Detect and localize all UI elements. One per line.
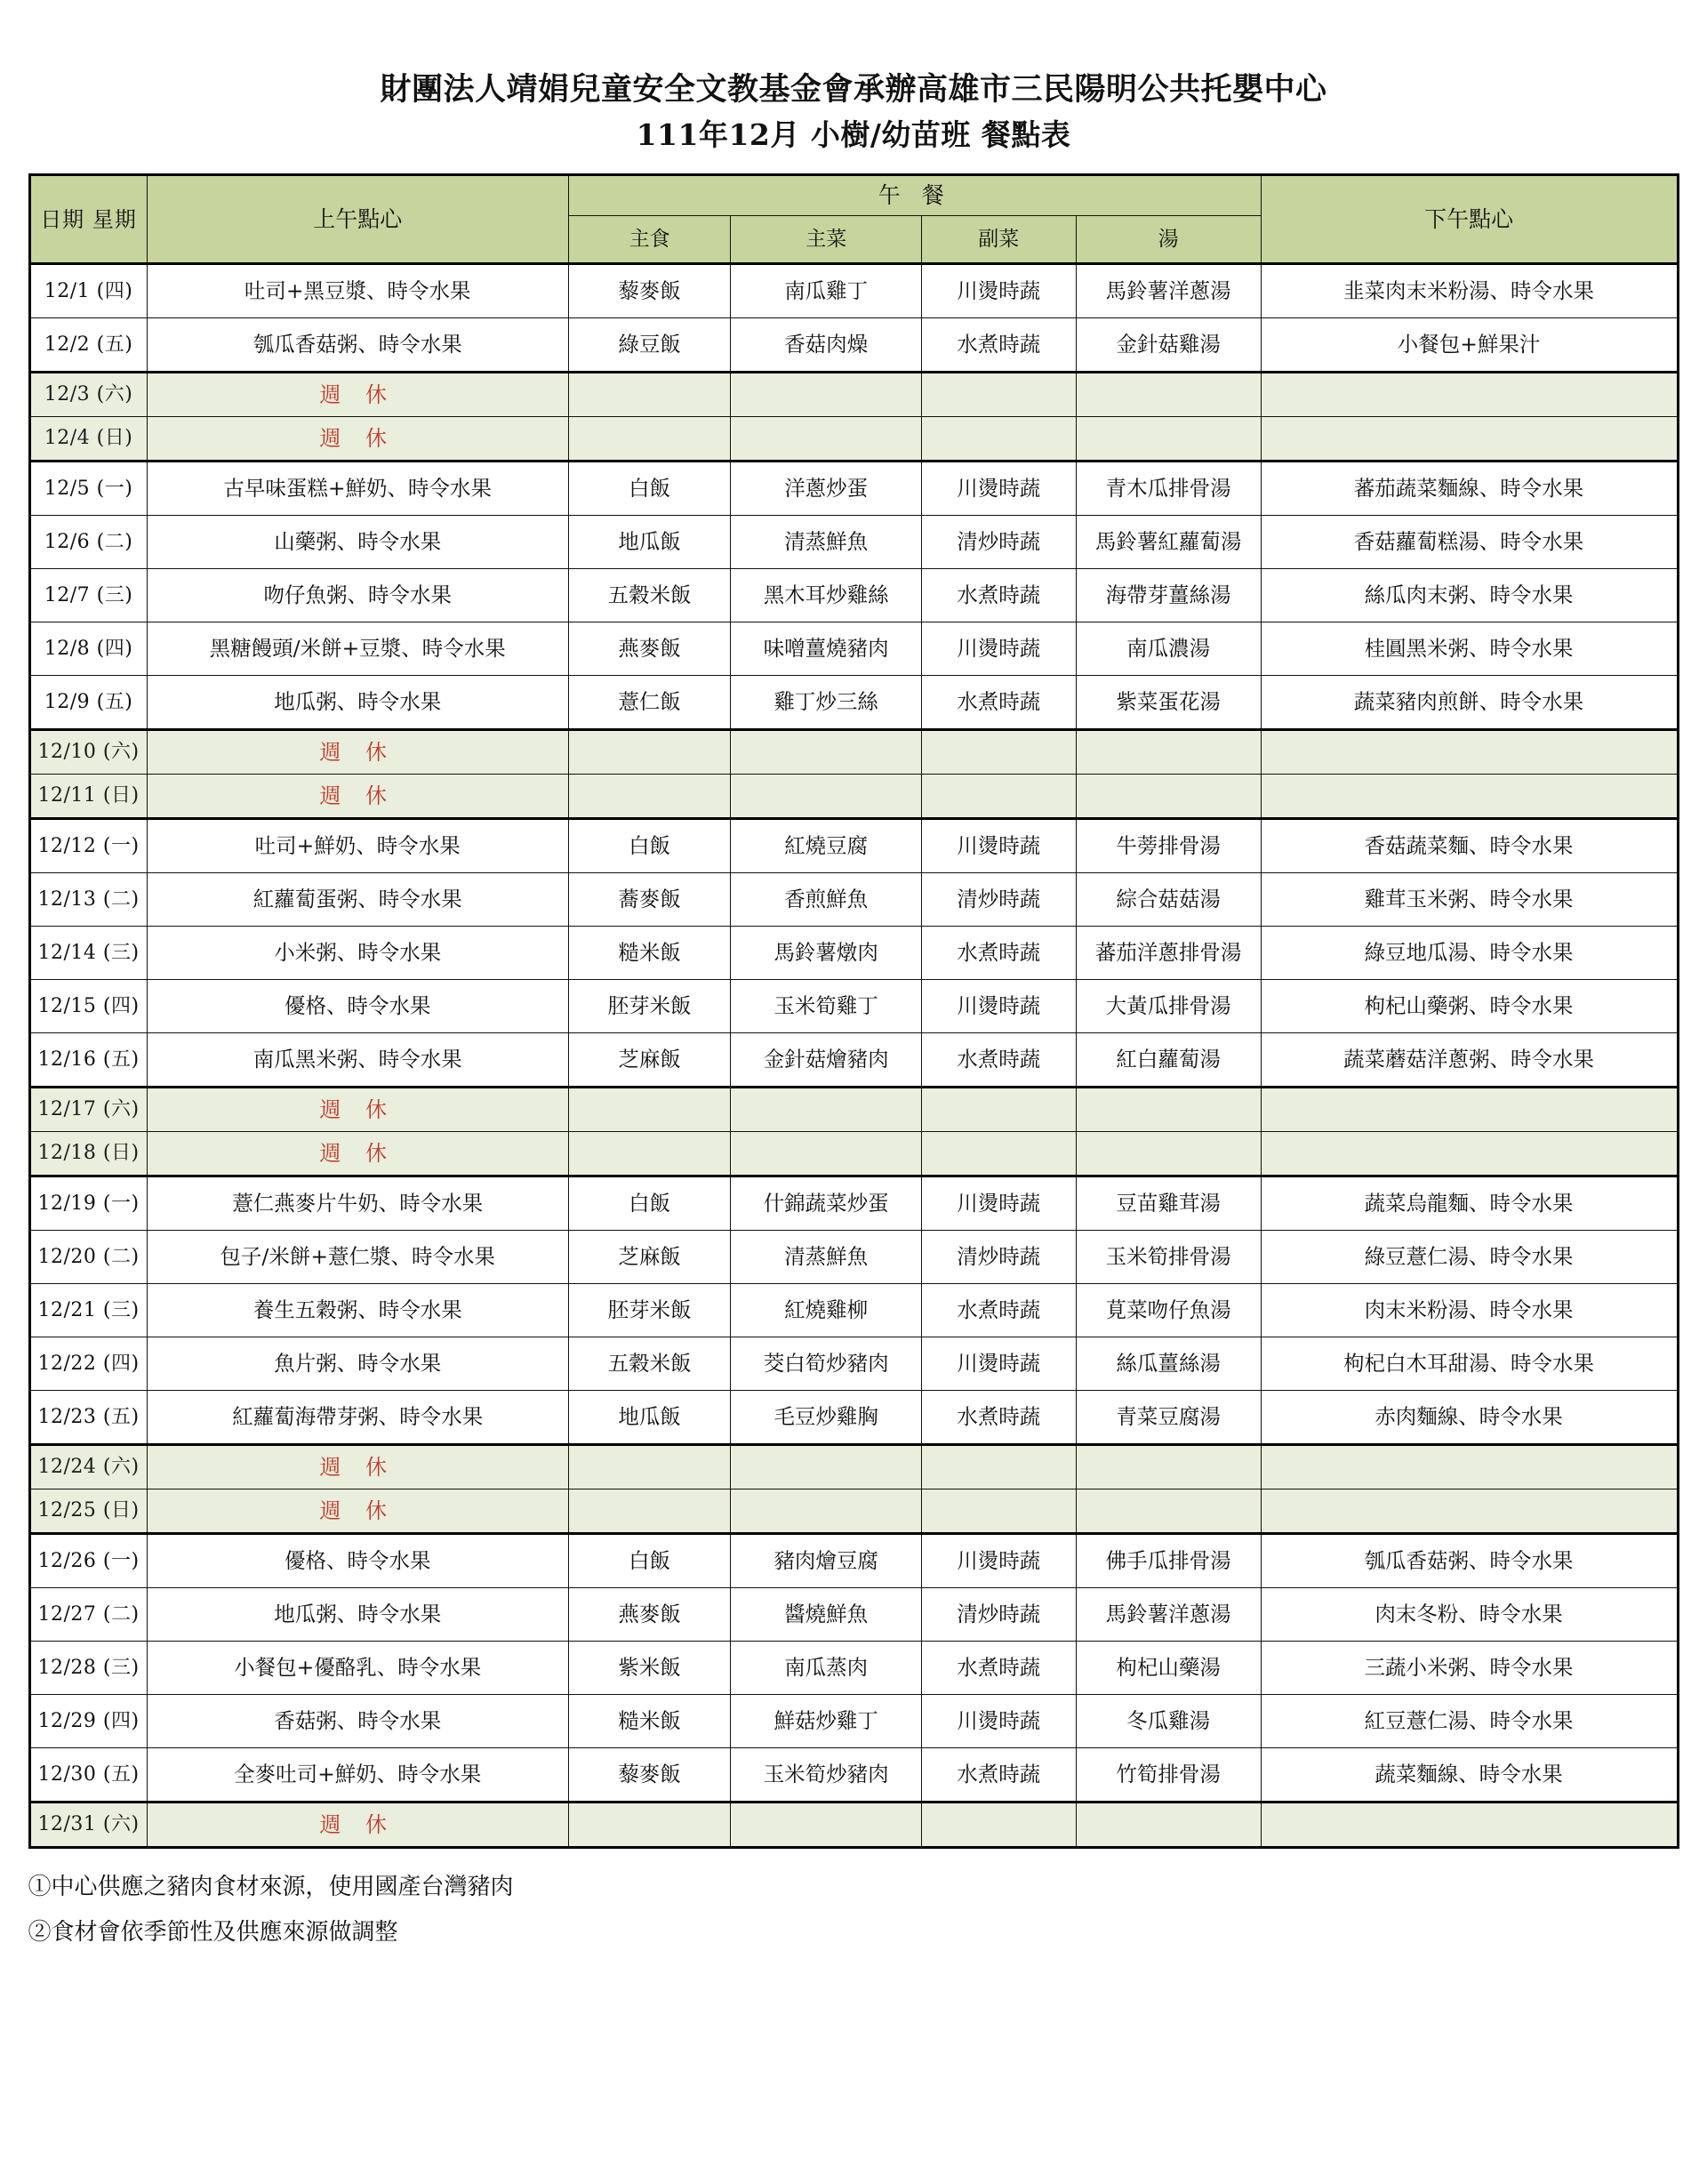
- cell-afternoon-snack: 雞茸玉米粥、時令水果: [1261, 873, 1678, 927]
- cell-rest-label: 週 休: [147, 1803, 568, 1848]
- cell-soup: [1076, 1489, 1261, 1534]
- cell-soup: 海帶芽薑絲湯: [1076, 569, 1261, 622]
- cell-morning-snack: 紅蘿蔔蛋粥、時令水果: [147, 873, 568, 927]
- cell-date: 12/6 (二): [29, 516, 147, 569]
- cell-date: 12/23 (五): [29, 1391, 147, 1445]
- table-row: [29, 318, 1678, 373]
- cell-morning-snack: 全麥吐司+鮮奶、時令水果: [147, 1748, 568, 1803]
- cell-soup: 佛手瓜排骨湯: [1076, 1534, 1261, 1588]
- cell-soup: 冬瓜雞湯: [1076, 1695, 1261, 1748]
- cell-side-dish: 川燙時蔬: [922, 622, 1076, 676]
- table-row: [29, 980, 1678, 1033]
- column-header-morning-snack: 上午點心: [147, 175, 568, 264]
- cell-side-dish: [922, 373, 1076, 417]
- cell-afternoon-snack: 綠豆地瓜湯、時令水果: [1261, 927, 1678, 980]
- cell-staple: 糙米飯: [568, 1695, 730, 1748]
- table-row: [29, 730, 1678, 775]
- cell-staple: [568, 1803, 730, 1848]
- page-title-secondary: 111年12月 小樹/幼苗班 餐點表: [636, 116, 1071, 152]
- cell-side-dish: [922, 730, 1076, 775]
- cell-afternoon-snack: [1261, 1132, 1678, 1176]
- cell-soup: [1076, 1803, 1261, 1848]
- table-row: [29, 1489, 1678, 1534]
- column-header-date: 日期 星期: [29, 175, 147, 264]
- cell-afternoon-snack: 赤肉麵線、時令水果: [1261, 1391, 1678, 1445]
- cell-rest-label: 週 休: [147, 373, 568, 417]
- cell-soup: 馬鈴薯洋蔥湯: [1076, 1588, 1261, 1642]
- table-row: [29, 1033, 1678, 1088]
- column-header-side-dish: 副菜: [922, 216, 1076, 264]
- cell-afternoon-snack: [1261, 1803, 1678, 1848]
- table-row: [29, 1445, 1678, 1489]
- cell-side-dish: 水煮時蔬: [922, 1284, 1076, 1337]
- cell-staple: 地瓜飯: [568, 1391, 730, 1445]
- table-row: [29, 1803, 1678, 1848]
- cell-staple: 白飯: [568, 462, 730, 516]
- cell-morning-snack: 小米粥、時令水果: [147, 927, 568, 980]
- cell-date: 12/14 (三): [29, 927, 147, 980]
- cell-side-dish: [922, 1489, 1076, 1534]
- cell-morning-snack: 薏仁燕麥片牛奶、時令水果: [147, 1176, 568, 1231]
- cell-side-dish: 水煮時蔬: [922, 1033, 1076, 1088]
- column-header-main-dish: 主菜: [731, 216, 922, 264]
- cell-main-dish: 香煎鮮魚: [731, 873, 922, 927]
- cell-staple: 燕麥飯: [568, 1588, 730, 1642]
- cell-side-dish: [922, 775, 1076, 819]
- cell-afternoon-snack: [1261, 1489, 1678, 1534]
- cell-afternoon-snack: 香菇蘿蔔糕湯、時令水果: [1261, 516, 1678, 569]
- cell-soup: 牛蒡排骨湯: [1076, 819, 1261, 873]
- table-row: [29, 775, 1678, 819]
- cell-soup: [1076, 417, 1261, 462]
- cell-staple: [568, 417, 730, 462]
- cell-morning-snack: 優格、時令水果: [147, 1534, 568, 1588]
- cell-morning-snack: 古早味蛋糕+鮮奶、時令水果: [147, 462, 568, 516]
- cell-staple: [568, 1088, 730, 1132]
- table-row: [29, 264, 1678, 318]
- cell-side-dish: 水煮時蔬: [922, 676, 1076, 730]
- cell-main-dish: 雞丁炒三絲: [731, 676, 922, 730]
- cell-rest-label: 週 休: [147, 1088, 568, 1132]
- cell-staple: 胚芽米飯: [568, 980, 730, 1033]
- cell-side-dish: 川燙時蔬: [922, 1176, 1076, 1231]
- cell-afternoon-snack: [1261, 775, 1678, 819]
- cell-staple: 藜麥飯: [568, 264, 730, 318]
- cell-staple: 紫米飯: [568, 1642, 730, 1695]
- cell-morning-snack: 黑糖饅頭/米餅+豆漿、時令水果: [147, 622, 568, 676]
- cell-date: 12/8 (四): [29, 622, 147, 676]
- cell-soup: 紅白蘿蔔湯: [1076, 1033, 1261, 1088]
- cell-side-dish: 川燙時蔬: [922, 264, 1076, 318]
- table-row: [29, 1176, 1678, 1231]
- cell-morning-snack: 小餐包+優酪乳、時令水果: [147, 1642, 568, 1695]
- table-row: [29, 927, 1678, 980]
- cell-afternoon-snack: 肉末米粉湯、時令水果: [1261, 1284, 1678, 1337]
- cell-soup: 枸杞山藥湯: [1076, 1642, 1261, 1695]
- cell-staple: [568, 775, 730, 819]
- cell-morning-snack: 南瓜黑米粥、時令水果: [147, 1033, 568, 1088]
- cell-side-dish: 水煮時蔬: [922, 318, 1076, 373]
- cell-staple: 蕎麥飯: [568, 873, 730, 927]
- cell-soup: [1076, 1088, 1261, 1132]
- cell-afternoon-snack: 香菇蔬菜麵、時令水果: [1261, 819, 1678, 873]
- cell-staple: 薏仁飯: [568, 676, 730, 730]
- cell-main-dish: 南瓜雞丁: [731, 264, 922, 318]
- cell-morning-snack: 吐司+黑豆漿、時令水果: [147, 264, 568, 318]
- cell-main-dish: 紅燒豆腐: [731, 819, 922, 873]
- cell-morning-snack: 瓠瓜香菇粥、時令水果: [147, 318, 568, 373]
- cell-morning-snack: 包子/米餅+薏仁漿、時令水果: [147, 1231, 568, 1284]
- cell-staple: 五穀米飯: [568, 569, 730, 622]
- cell-afternoon-snack: 蔬菜麵線、時令水果: [1261, 1748, 1678, 1803]
- cell-staple: 燕麥飯: [568, 622, 730, 676]
- cell-date: 12/13 (二): [29, 873, 147, 927]
- cell-staple: [568, 1132, 730, 1176]
- cell-rest-label: 週 休: [147, 417, 568, 462]
- cell-date: 12/26 (一): [29, 1534, 147, 1588]
- cell-soup: 竹筍排骨湯: [1076, 1748, 1261, 1803]
- cell-afternoon-snack: 肉末冬粉、時令水果: [1261, 1588, 1678, 1642]
- cell-main-dish: 什錦蔬菜炒蛋: [731, 1176, 922, 1231]
- cell-main-dish: 醬燒鮮魚: [731, 1588, 922, 1642]
- cell-rest-label: 週 休: [147, 1132, 568, 1176]
- table-row: [29, 622, 1678, 676]
- cell-date: 12/29 (四): [29, 1695, 147, 1748]
- cell-side-dish: 水煮時蔬: [922, 569, 1076, 622]
- table-header: [29, 175, 1678, 264]
- cell-morning-snack: 魚片粥、時令水果: [147, 1337, 568, 1391]
- cell-main-dish: 洋蔥炒蛋: [731, 462, 922, 516]
- cell-staple: 綠豆飯: [568, 318, 730, 373]
- cell-afternoon-snack: 小餐包+鮮果汁: [1261, 318, 1678, 373]
- cell-staple: 白飯: [568, 1176, 730, 1231]
- cell-date: 12/3 (六): [29, 373, 147, 417]
- cell-date: 12/27 (二): [29, 1588, 147, 1642]
- cell-rest-label: 週 休: [147, 730, 568, 775]
- cell-main-dish: [731, 775, 922, 819]
- table-row: [29, 873, 1678, 927]
- cell-afternoon-snack: 枸杞白木耳甜湯、時令水果: [1261, 1337, 1678, 1391]
- cell-side-dish: [922, 1803, 1076, 1848]
- cell-main-dish: [731, 1803, 922, 1848]
- cell-main-dish: 豬肉燴豆腐: [731, 1534, 922, 1588]
- cell-side-dish: 水煮時蔬: [922, 1391, 1076, 1445]
- table-row: [29, 1695, 1678, 1748]
- cell-main-dish: 味噌薑燒豬肉: [731, 622, 922, 676]
- cell-soup: 大黃瓜排骨湯: [1076, 980, 1261, 1033]
- cell-soup: 蕃茄洋蔥排骨湯: [1076, 927, 1261, 980]
- cell-staple: 藜麥飯: [568, 1748, 730, 1803]
- cell-side-dish: 水煮時蔬: [922, 927, 1076, 980]
- cell-afternoon-snack: [1261, 1445, 1678, 1489]
- cell-date: 12/17 (六): [29, 1088, 147, 1132]
- table-row: [29, 676, 1678, 730]
- cell-morning-snack: 地瓜粥、時令水果: [147, 1588, 568, 1642]
- cell-staple: 芝麻飯: [568, 1033, 730, 1088]
- cell-rest-label: 週 休: [147, 775, 568, 819]
- cell-staple: 芝麻飯: [568, 1231, 730, 1284]
- cell-side-dish: 水煮時蔬: [922, 1748, 1076, 1803]
- table-row: [29, 1132, 1678, 1176]
- cell-side-dish: [922, 1132, 1076, 1176]
- cell-main-dish: [731, 1088, 922, 1132]
- cell-morning-snack: 吐司+鮮奶、時令水果: [147, 819, 568, 873]
- document-title-block: [0, 0, 1707, 154]
- cell-soup: [1076, 1445, 1261, 1489]
- cell-side-dish: [922, 1088, 1076, 1132]
- cell-staple: [568, 1489, 730, 1534]
- cell-afternoon-snack: [1261, 417, 1678, 462]
- cell-staple: 白飯: [568, 1534, 730, 1588]
- column-header-soup: 湯: [1076, 216, 1261, 264]
- cell-side-dish: 川燙時蔬: [922, 819, 1076, 873]
- cell-afternoon-snack: [1261, 730, 1678, 775]
- table-row: [29, 462, 1678, 516]
- cell-soup: 紫菜蛋花湯: [1076, 676, 1261, 730]
- cell-soup: 豆苗雞茸湯: [1076, 1176, 1261, 1231]
- cell-rest-label: 週 休: [147, 1445, 568, 1489]
- table-row: [29, 1284, 1678, 1337]
- table-row: [29, 1642, 1678, 1695]
- cell-side-dish: 水煮時蔬: [922, 1642, 1076, 1695]
- table-row: [29, 1748, 1678, 1803]
- cell-afternoon-snack: [1261, 1088, 1678, 1132]
- cell-date: 12/22 (四): [29, 1337, 147, 1391]
- cell-side-dish: 清炒時蔬: [922, 1231, 1076, 1284]
- cell-morning-snack: 山藥粥、時令水果: [147, 516, 568, 569]
- cell-soup: 馬鈴薯紅蘿蔔湯: [1076, 516, 1261, 569]
- page-title-primary: 財團法人靖娟兒童安全文教基金會承辦高雄市三民陽明公共托嬰中心: [380, 71, 1327, 108]
- column-header-lunch: 午 餐: [568, 175, 1261, 216]
- table-row: [29, 1534, 1678, 1588]
- cell-date: 12/9 (五): [29, 676, 147, 730]
- cell-soup: 馬鈴薯洋蔥湯: [1076, 264, 1261, 318]
- cell-side-dish: 川燙時蔬: [922, 980, 1076, 1033]
- cell-staple: [568, 373, 730, 417]
- table-row: [29, 1391, 1678, 1445]
- footnotes-block: [28, 1865, 1679, 1955]
- cell-afternoon-snack: 蔬菜烏龍麵、時令水果: [1261, 1176, 1678, 1231]
- cell-staple: 胚芽米飯: [568, 1284, 730, 1337]
- cell-afternoon-snack: 三蔬小米粥、時令水果: [1261, 1642, 1678, 1695]
- cell-afternoon-snack: 綠豆薏仁湯、時令水果: [1261, 1231, 1678, 1284]
- table-body: [29, 264, 1678, 1848]
- cell-afternoon-snack: 瓠瓜香菇粥、時令水果: [1261, 1534, 1678, 1588]
- cell-soup: [1076, 730, 1261, 775]
- cell-side-dish: [922, 417, 1076, 462]
- cell-date: 12/2 (五): [29, 318, 147, 373]
- cell-afternoon-snack: 蔬菜蘑菇洋蔥粥、時令水果: [1261, 1033, 1678, 1088]
- cell-date: 12/18 (日): [29, 1132, 147, 1176]
- table-row: [29, 819, 1678, 873]
- cell-main-dish: 鮮菇炒雞丁: [731, 1695, 922, 1748]
- table-row: [29, 1588, 1678, 1642]
- cell-main-dish: [731, 1445, 922, 1489]
- cell-main-dish: [731, 730, 922, 775]
- cell-soup: 絲瓜薑絲湯: [1076, 1337, 1261, 1391]
- table-row: [29, 1337, 1678, 1391]
- cell-afternoon-snack: 紅豆薏仁湯、時令水果: [1261, 1695, 1678, 1748]
- cell-soup: 金針菇雞湯: [1076, 318, 1261, 373]
- cell-main-dish: [731, 1489, 922, 1534]
- cell-afternoon-snack: 韭菜肉末米粉湯、時令水果: [1261, 264, 1678, 318]
- cell-afternoon-snack: 蕃茄蔬菜麵線、時令水果: [1261, 462, 1678, 516]
- cell-date: 12/25 (日): [29, 1489, 147, 1534]
- table-row: [29, 1231, 1678, 1284]
- cell-staple: 地瓜飯: [568, 516, 730, 569]
- cell-main-dish: 金針菇燴豬肉: [731, 1033, 922, 1088]
- cell-afternoon-snack: [1261, 373, 1678, 417]
- cell-morning-snack: 養生五穀粥、時令水果: [147, 1284, 568, 1337]
- column-header-afternoon-snack: 下午點心: [1261, 175, 1678, 264]
- cell-staple: 五穀米飯: [568, 1337, 730, 1391]
- cell-main-dish: [731, 417, 922, 462]
- footnote-1: ①中心供應之豬肉食材來源，使用國產台灣豬肉: [28, 1874, 514, 1901]
- cell-date: 12/10 (六): [29, 730, 147, 775]
- cell-soup: 綜合菇菇湯: [1076, 873, 1261, 927]
- cell-soup: 青木瓜排骨湯: [1076, 462, 1261, 516]
- cell-date: 12/16 (五): [29, 1033, 147, 1088]
- cell-soup: 玉米筍排骨湯: [1076, 1231, 1261, 1284]
- table-row: [29, 373, 1678, 417]
- cell-staple: [568, 1445, 730, 1489]
- cell-main-dish: [731, 373, 922, 417]
- table-row: [29, 516, 1678, 569]
- cell-side-dish: 清炒時蔬: [922, 1588, 1076, 1642]
- menu-table-wrapper: [28, 173, 1679, 1849]
- cell-staple: [568, 730, 730, 775]
- cell-date: 12/20 (二): [29, 1231, 147, 1284]
- cell-soup: [1076, 775, 1261, 819]
- cell-main-dish: 玉米筍雞丁: [731, 980, 922, 1033]
- table-row: [29, 417, 1678, 462]
- cell-staple: 白飯: [568, 819, 730, 873]
- cell-afternoon-snack: 桂圓黑米粥、時令水果: [1261, 622, 1678, 676]
- cell-date: 12/11 (日): [29, 775, 147, 819]
- cell-main-dish: 南瓜蒸肉: [731, 1642, 922, 1695]
- footnote-2: ②食材會依季節性及供應來源做調整: [28, 1918, 398, 1946]
- cell-afternoon-snack: 蔬菜豬肉煎餅、時令水果: [1261, 676, 1678, 730]
- cell-main-dish: 清蒸鮮魚: [731, 1231, 922, 1284]
- cell-morning-snack: 吻仔魚粥、時令水果: [147, 569, 568, 622]
- cell-date: 12/4 (日): [29, 417, 147, 462]
- cell-date: 12/21 (三): [29, 1284, 147, 1337]
- cell-date: 12/12 (一): [29, 819, 147, 873]
- cell-afternoon-snack: 絲瓜肉末粥、時令水果: [1261, 569, 1678, 622]
- cell-main-dish: 紅燒雞柳: [731, 1284, 922, 1337]
- cell-rest-label: 週 休: [147, 1489, 568, 1534]
- cell-main-dish: 馬鈴薯燉肉: [731, 927, 922, 980]
- cell-side-dish: 川燙時蔬: [922, 1337, 1076, 1391]
- cell-side-dish: [922, 1445, 1076, 1489]
- cell-date: 12/28 (三): [29, 1642, 147, 1695]
- column-header-staple: 主食: [568, 216, 730, 264]
- cell-side-dish: 川燙時蔬: [922, 1695, 1076, 1748]
- monthly-menu-table: [28, 173, 1679, 1849]
- cell-main-dish: 茭白筍炒豬肉: [731, 1337, 922, 1391]
- cell-morning-snack: 香菇粥、時令水果: [147, 1695, 568, 1748]
- cell-soup: [1076, 373, 1261, 417]
- cell-soup: 南瓜濃湯: [1076, 622, 1261, 676]
- cell-date: 12/19 (一): [29, 1176, 147, 1231]
- cell-date: 12/24 (六): [29, 1445, 147, 1489]
- cell-morning-snack: 地瓜粥、時令水果: [147, 676, 568, 730]
- cell-staple: 糙米飯: [568, 927, 730, 980]
- cell-date: 12/7 (三): [29, 569, 147, 622]
- cell-main-dish: 清蒸鮮魚: [731, 516, 922, 569]
- cell-morning-snack: 紅蘿蔔海帶芽粥、時令水果: [147, 1391, 568, 1445]
- cell-side-dish: 川燙時蔬: [922, 1534, 1076, 1588]
- cell-date: 12/30 (五): [29, 1748, 147, 1803]
- cell-side-dish: 清炒時蔬: [922, 873, 1076, 927]
- cell-afternoon-snack: 枸杞山藥粥、時令水果: [1261, 980, 1678, 1033]
- cell-side-dish: 川燙時蔬: [922, 462, 1076, 516]
- cell-soup: 莧菜吻仔魚湯: [1076, 1284, 1261, 1337]
- cell-main-dish: 黑木耳炒雞絲: [731, 569, 922, 622]
- cell-soup: 青菜豆腐湯: [1076, 1391, 1261, 1445]
- cell-main-dish: 玉米筍炒豬肉: [731, 1748, 922, 1803]
- cell-morning-snack: 優格、時令水果: [147, 980, 568, 1033]
- cell-main-dish: [731, 1132, 922, 1176]
- cell-soup: [1076, 1132, 1261, 1176]
- cell-date: 12/31 (六): [29, 1803, 147, 1848]
- cell-main-dish: 毛豆炒雞胸: [731, 1391, 922, 1445]
- table-row: [29, 569, 1678, 622]
- cell-date: 12/15 (四): [29, 980, 147, 1033]
- cell-date: 12/1 (四): [29, 264, 147, 318]
- cell-main-dish: 香菇肉燥: [731, 318, 922, 373]
- cell-date: 12/5 (一): [29, 462, 147, 516]
- cell-side-dish: 清炒時蔬: [922, 516, 1076, 569]
- table-row: [29, 1088, 1678, 1132]
